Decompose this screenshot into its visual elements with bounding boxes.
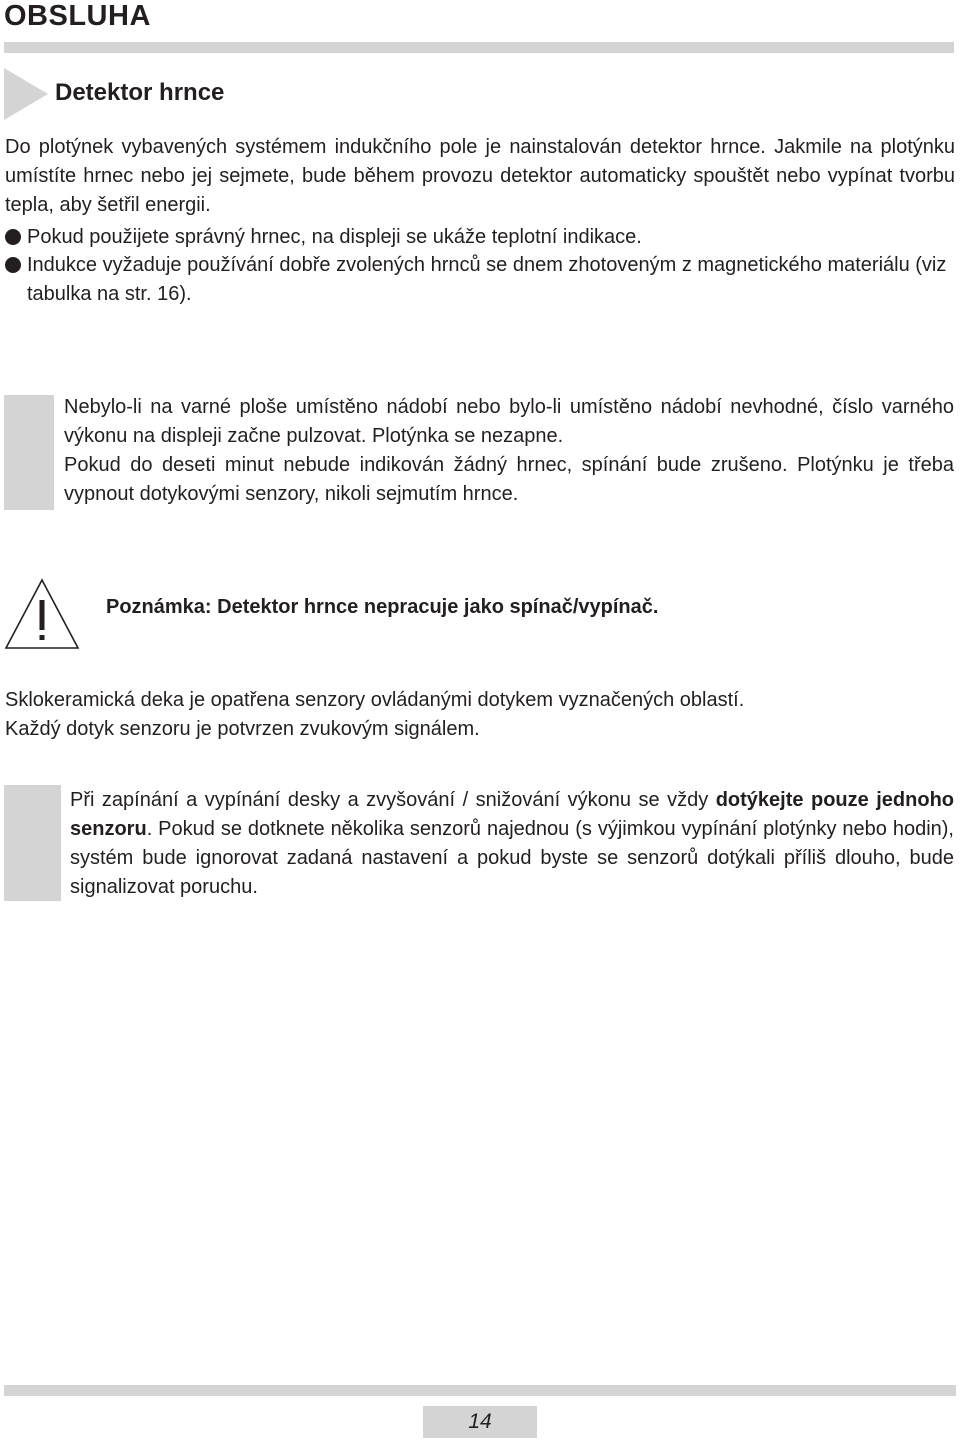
note-box [64, 393, 954, 509]
triangle-arrow-icon [4, 68, 48, 120]
note-text: . Pokud se dotknete několika senzorů najednou (s výjimkou vypínání plotýnky nebo hodin), systém bude ignorovat zadaná nastavení a pokud byste se senzorů dotýkali příliš dlouho, bude signalizovat poruchu. [70, 818, 954, 898]
paragraph-line: Sklokeramická deka je opatřena senzory ovládanými dotykem vyznačených oblastí. [5, 689, 745, 711]
footer-rule [4, 1385, 956, 1396]
note-text: Pokud do deseti minut nebude indikován žádný hrnec, spínání bude zrušeno. Plotýnku je třeba vypnout dotykovými senzory, nikoli sejmutím hrnce. [64, 454, 954, 505]
bullet-dot-icon [5, 229, 21, 245]
sensor-paragraph [5, 686, 955, 744]
note-emphasis: dotýkejte pouze jednoho senzoru [70, 789, 954, 840]
note-text: Při zapínání a vypínání desky a zvyšování / snižování výkonu se vždy [70, 789, 716, 811]
bullet-text: Pokud použijete správný hrnec, na displeji se ukáže teplotní indikace. [27, 226, 642, 248]
note-box [70, 786, 954, 902]
bullet-dot-icon [5, 257, 21, 273]
paragraph-line: Každý dotyk senzoru je potvrzen zvukovým signálem. [5, 718, 480, 740]
note-text: Nebylo-li na varné ploše umístěno nádobí nebo bylo-li umístěno nádobí nevhodné, číslo varného výkonu na displeji začne pulzovat. Plotýnka se nezapne. [64, 396, 954, 447]
note-marker-bar [4, 395, 54, 510]
warning-triangle-icon [4, 578, 80, 650]
bullet-item [5, 251, 955, 309]
bullet-item [5, 223, 955, 252]
note-marker-bar [4, 785, 61, 901]
page-number-box [423, 1406, 537, 1438]
bullet-text: Indukce vyžaduje používání dobře zvolených hrnců se dnem zhotoveným z magnetického materiálu (viz tabulka na str. 16). [27, 254, 947, 305]
page-heading: OBSLUHA [4, 0, 151, 32]
page-number: 14 [468, 1410, 492, 1433]
section-title: Detektor hrnce [55, 79, 225, 106]
warning-text: Poznámka: Detektor hrnce nepracuje jako spínač/vypínač. [106, 596, 659, 618]
intro-paragraph: Do plotýnek vybavených systémem indukčního pole je nainstalován detektor hrnce. Jakmile na plotýnku umístíte hrnec nebo jej sejmete, bude během provozu detektor automaticky spouštět nebo vypínat tvorbu tepla, aby šetřil energii. [5, 136, 955, 216]
header-rule [4, 42, 954, 53]
